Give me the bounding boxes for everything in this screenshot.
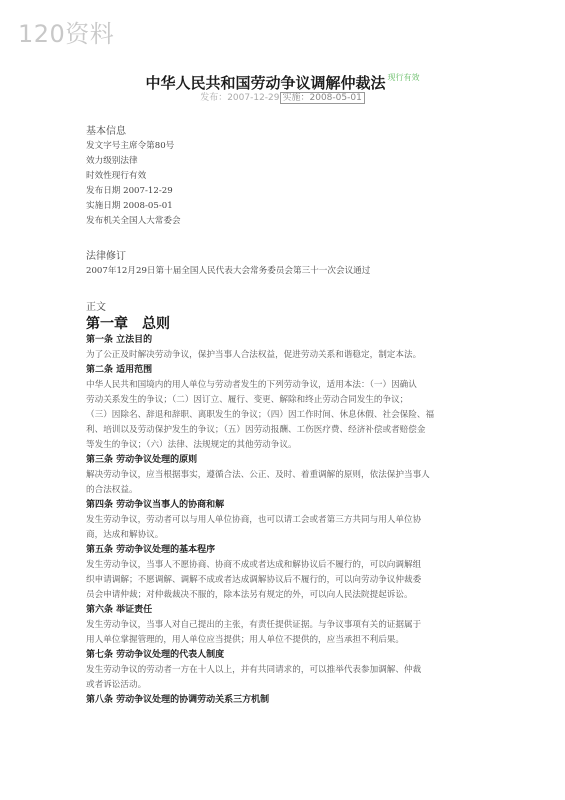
info-line: 效力级别法律 <box>86 156 138 166</box>
article-text-line: 织申请调解；不愿调解、调解不成或者达成调解协议后不履行的，可以向劳动争议仲裁委 <box>86 575 422 585</box>
article-text-line: 利、培训以及劳动保护发生的争议；（五）因劳动报酬、工伤医疗费、经济补偿或者赔偿金 <box>86 425 426 435</box>
publish-meta <box>0 90 565 103</box>
info-line: 时效性现行有效 <box>86 171 147 181</box>
article-title: 第三条 劳动争议处理的原则 <box>86 455 198 465</box>
chapter-title: 第一章 总则 <box>86 316 170 332</box>
article-text-line: 或者诉讼活动。 <box>86 680 147 690</box>
info-line: 发布日期 2007-12-29 <box>86 186 173 196</box>
revision-text: 2007年12月29日第十届全国人民代表大会常务委员会第三十一次会议通过 <box>86 266 371 276</box>
watermark: 120资料 <box>18 20 115 48</box>
article-text-line: 发生劳动争议，劳动者可以与用人单位协商，也可以请工会或者第三方共同与用人单位协 <box>86 515 422 525</box>
article-text-line: （三）因除名、辞退和辞职、离职发生的争议；（四）因工作时间、休息休假、社会保险、福 <box>86 410 435 420</box>
revision-heading: 法律修订 <box>86 251 126 262</box>
body-section <box>86 300 482 708</box>
status-badge: 现行有效 <box>387 73 420 82</box>
basic-info-section <box>86 124 181 229</box>
article-text-line: 员会申请仲裁；对仲裁裁决不服的，除本法另有规定的外，可以向人民法院提起诉讼。 <box>86 590 413 600</box>
published-date: 发布：2007-12-29 <box>200 93 280 103</box>
article-text-line: 等发生的争议；（六）法律、法规规定的其他劳动争议。 <box>86 440 297 450</box>
article-text-line: 为了公正及时解决劳动争议，保护当事人合法权益，促进劳动关系和谐稳定，制定本法。 <box>86 350 422 360</box>
article-text-line: 发生劳动争议的劳动者一方在十人以上，并有共同请求的，可以推举代表参加调解、仲裁 <box>86 665 422 675</box>
info-line: 发文字号主席令第80号 <box>86 141 175 151</box>
article-title: 第五条 劳动争议处理的基本程序 <box>86 545 216 555</box>
article-text-line: 商，达成和解协议。 <box>86 530 164 540</box>
article-title: 第六条 举证责任 <box>86 605 153 615</box>
document-title: 中华人民共和国劳动争议调解仲裁法 <box>145 74 386 92</box>
basic-info-heading: 基本信息 <box>86 126 126 137</box>
article-text-line: 发生劳动争议，当事人不愿协商、协商不成或者达成和解协议后不履行的，可以向调解组 <box>86 560 422 570</box>
article-title: 第七条 劳动争议处理的代表人制度 <box>86 650 225 660</box>
effective-date: 实施：2008-05-01 <box>280 92 365 104</box>
revision-section <box>86 249 370 279</box>
body-heading: 正文 <box>86 302 106 313</box>
article-title: 第四条 劳动争议当事人的协商和解 <box>86 500 225 510</box>
article-text-line: 发生劳动争议，当事人对自己提出的主张，有责任提供证据。与争议事项有关的证据属于 <box>86 620 422 630</box>
info-line: 实施日期 2008-05-01 <box>86 201 173 211</box>
article-title: 第八条 劳动争议处理的协调劳动关系三方机制 <box>86 695 270 705</box>
article-list <box>86 333 482 708</box>
info-line: 发布机关全国人大常委会 <box>86 216 181 226</box>
article-text-line: 的合法权益。 <box>86 485 138 495</box>
article-text-line: 解决劳动争议，应当根据事实，遵循合法、公正、及时、着重调解的原则，依法保护当事人 <box>86 470 430 480</box>
article-title: 第一条 立法目的 <box>86 335 153 345</box>
article-title: 第二条 适用范围 <box>86 365 153 375</box>
article-text-line: 用人单位掌握管理的，用人单位应当提供；用人单位不提供的，应当承担不利后果。 <box>86 635 404 645</box>
article-text-line: 中华人民共和国境内的用人单位与劳动者发生的下列劳动争议，适用本法：（一）因确认 <box>86 380 417 390</box>
article-text-line: 劳动关系发生的争议；（二）因订立、履行、变更、解除和终止劳动合同发生的争议； <box>86 395 409 405</box>
